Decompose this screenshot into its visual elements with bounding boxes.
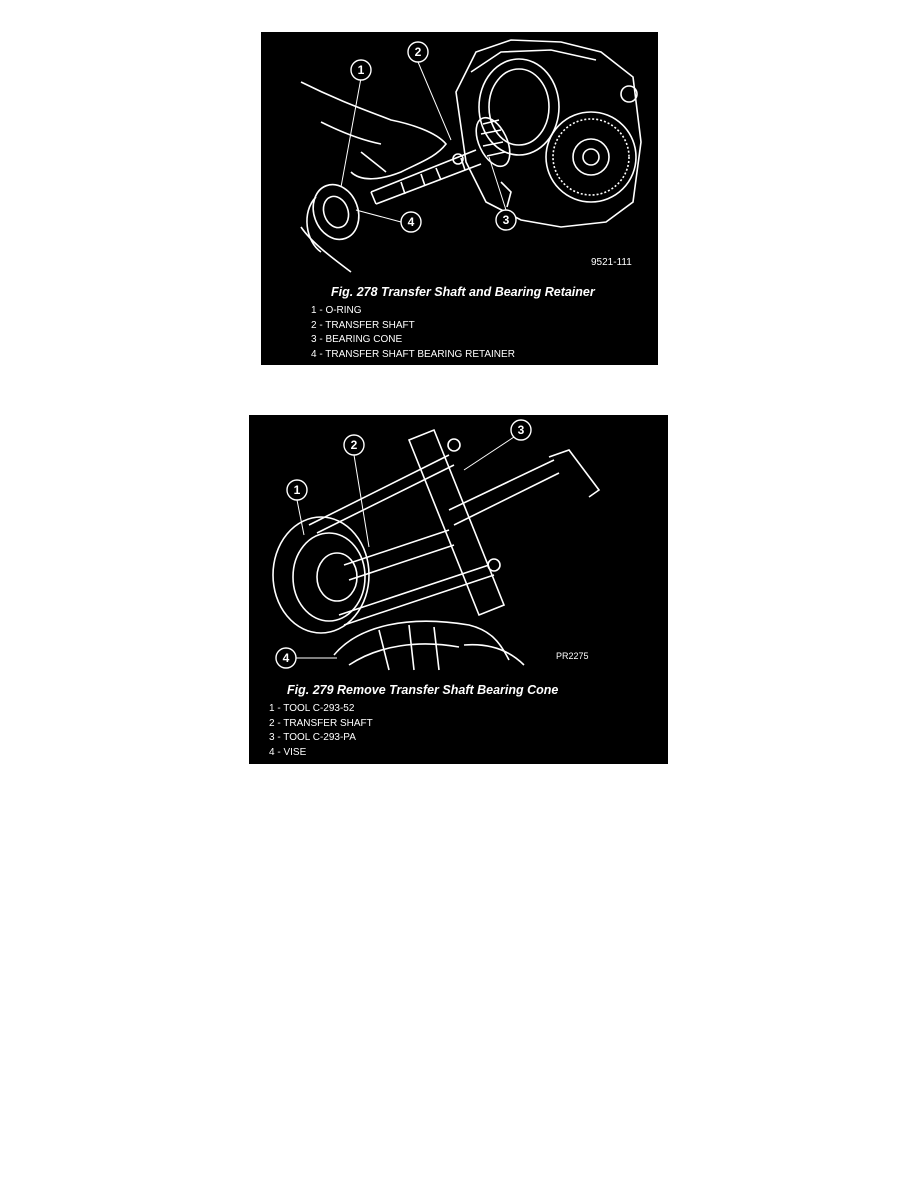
legend-item: 2 - TRANSFER SHAFT (311, 319, 415, 331)
figure-278 (261, 32, 658, 365)
callout-3: 3 (517, 423, 525, 437)
legend-item: 4 - VISE (269, 746, 307, 758)
figure-legend (269, 702, 373, 760)
callout-4: 4 (282, 651, 290, 665)
legend-item: 4 - TRANSFER SHAFT BEARING RETAINER (311, 348, 515, 360)
callout-2: 2 (414, 45, 422, 59)
transfer-shaft-illustration (261, 32, 658, 282)
figure-legend (311, 304, 515, 362)
bearing-puller-illustration (249, 415, 668, 680)
callout-1: 1 (293, 483, 301, 497)
callout-2: 2 (350, 438, 358, 452)
callout-1: 1 (357, 63, 365, 77)
callout-4: 4 (407, 215, 415, 229)
image-code: PR2275 (556, 651, 589, 661)
legend-item: 2 - TRANSFER SHAFT (269, 717, 373, 729)
figure-caption: Fig. 278 Transfer Shaft and Bearing Retainer (331, 285, 595, 299)
figure-caption: Fig. 279 Remove Transfer Shaft Bearing Cone (287, 683, 559, 697)
legend-item: 1 - TOOL C-293-52 (269, 703, 355, 714)
callout-3: 3 (502, 213, 510, 227)
figure-279 (249, 415, 668, 764)
image-code: 9521-111 (591, 257, 632, 268)
legend-item: 3 - TOOL C-293-PA (269, 732, 356, 743)
legend-item: 1 - O-RING (311, 305, 362, 316)
legend-item: 3 - BEARING CONE (311, 334, 403, 345)
